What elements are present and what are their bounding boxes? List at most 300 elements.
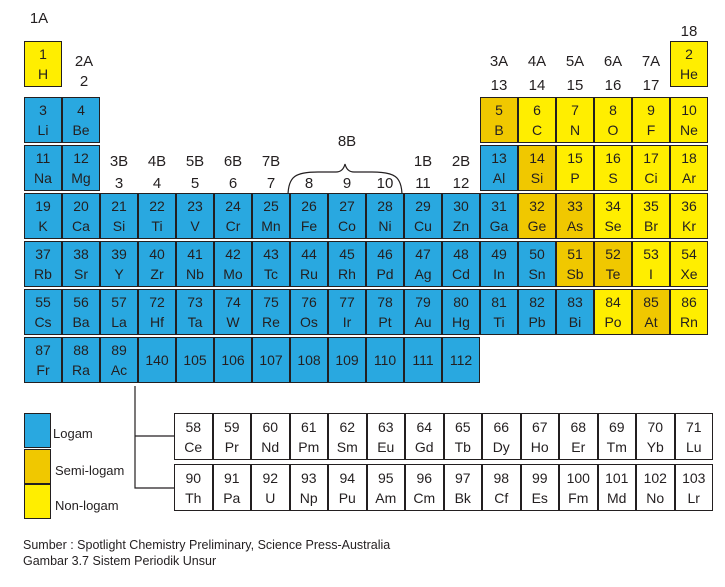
element-cell-35 xyxy=(632,193,670,239)
element-symbol: W xyxy=(226,314,240,330)
atomic-number: 47 xyxy=(415,246,431,262)
element-symbol: Ir xyxy=(342,314,352,330)
actinide-cell-97 xyxy=(444,464,483,511)
lanthanide-cell-66 xyxy=(482,413,521,460)
element-symbol: Br xyxy=(644,218,658,234)
element-symbol: S xyxy=(608,170,618,186)
element-cell-107 xyxy=(252,337,290,383)
group-label-g7-n: 7 xyxy=(266,175,276,192)
group-label-g15-a: 5A xyxy=(565,53,585,70)
element-cell-112 xyxy=(442,337,480,383)
element-symbol: I xyxy=(649,266,653,282)
atomic-number: 94 xyxy=(339,469,356,486)
element-symbol: Cf xyxy=(494,489,509,506)
element-symbol: Zn xyxy=(452,218,470,234)
lanthanide-cell-70 xyxy=(636,413,675,460)
lanthanide-cell-60 xyxy=(251,413,290,460)
atomic-number: 97 xyxy=(454,469,471,486)
atomic-number: 35 xyxy=(643,198,659,214)
lanthanide-cell-62 xyxy=(328,413,367,460)
element-symbol: Yb xyxy=(646,438,664,455)
legend-label-1: Logam xyxy=(53,426,93,441)
element-symbol: Cd xyxy=(452,266,470,282)
actinide-cell-96 xyxy=(405,464,444,511)
lanthanide-cell-61 xyxy=(290,413,329,460)
group-label-g15-n: 15 xyxy=(566,77,584,94)
element-symbol: Rb xyxy=(34,266,52,282)
atomic-number: 75 xyxy=(263,294,279,310)
atomic-number: 82 xyxy=(529,294,545,310)
element-symbol: Po xyxy=(604,314,622,330)
element-cell-28 xyxy=(366,193,404,239)
group-label-g4-a: 4B xyxy=(147,153,167,170)
element-cell-2 xyxy=(670,41,708,87)
group-label-g14-n: 14 xyxy=(528,77,546,94)
element-symbol: H xyxy=(37,66,49,82)
group-label-g8-n: 8 xyxy=(304,175,314,192)
atomic-number: 8 xyxy=(609,102,617,118)
element-cell-83 xyxy=(556,289,594,335)
element-cell-12 xyxy=(62,145,100,191)
lanthanide-cell-71 xyxy=(675,413,714,460)
atomic-number: 43 xyxy=(263,246,279,262)
atomic-number: 109 xyxy=(335,352,359,368)
element-symbol: No xyxy=(646,489,665,506)
element-cell-9 xyxy=(632,97,670,143)
atomic-number: 100 xyxy=(566,469,590,486)
element-symbol: Fe xyxy=(300,218,318,234)
element-cell-36 xyxy=(670,193,708,239)
atomic-number: 3 xyxy=(39,102,47,118)
atomic-number: 27 xyxy=(339,198,355,214)
element-symbol: Lu xyxy=(685,438,702,455)
element-symbol: Li xyxy=(37,122,49,138)
element-symbol: Dy xyxy=(492,438,510,455)
actinide-cell-95 xyxy=(367,464,406,511)
element-symbol: Na xyxy=(34,170,52,186)
element-symbol: Si xyxy=(112,218,126,234)
atomic-number: 84 xyxy=(605,294,621,310)
element-symbol: Hf xyxy=(150,314,164,330)
atomic-number: 87 xyxy=(35,342,51,358)
element-symbol: Y xyxy=(114,266,124,282)
atomic-number: 51 xyxy=(567,246,583,262)
atomic-number: 12 xyxy=(73,150,89,166)
element-symbol: Lr xyxy=(687,489,700,506)
element-symbol: Ni xyxy=(378,218,392,234)
element-symbol: Sb xyxy=(566,266,584,282)
element-symbol: Re xyxy=(262,314,280,330)
element-cell-52 xyxy=(594,241,632,287)
element-symbol: Ga xyxy=(489,218,509,234)
element-cell-37 xyxy=(24,241,62,287)
element-symbol: La xyxy=(111,314,127,330)
atomic-number: 55 xyxy=(35,294,51,310)
element-symbol: Kr xyxy=(682,218,696,234)
group-label-g12-a: 2B xyxy=(451,153,471,170)
group-label-g3-n: 3 xyxy=(114,175,124,192)
atomic-number: 86 xyxy=(681,294,697,310)
atomic-number: 31 xyxy=(491,198,507,214)
element-cell-78 xyxy=(366,289,404,335)
element-symbol: Nb xyxy=(186,266,204,282)
atomic-number: 32 xyxy=(529,198,545,214)
lanthanide-cell-59 xyxy=(213,413,252,460)
atomic-number: 20 xyxy=(73,198,89,214)
atomic-number: 11 xyxy=(35,150,51,166)
element-cell-3 xyxy=(24,97,62,143)
element-symbol: Ti xyxy=(151,218,163,234)
element-symbol: Ne xyxy=(680,122,698,138)
group-label-g4-n: 4 xyxy=(152,175,162,192)
element-symbol: Tb xyxy=(454,438,471,455)
element-symbol: C xyxy=(531,122,543,138)
element-cell-55 xyxy=(24,289,62,335)
atomic-number: 54 xyxy=(681,246,697,262)
atomic-number: 112 xyxy=(449,352,473,368)
element-cell-46 xyxy=(366,241,404,287)
lanthanide-cell-58 xyxy=(174,413,213,460)
element-cell-25 xyxy=(252,193,290,239)
element-symbol: Cm xyxy=(413,489,436,506)
element-cell-8 xyxy=(594,97,632,143)
atomic-number: 95 xyxy=(377,469,394,486)
element-cell-26 xyxy=(290,193,328,239)
group-label-g13-a: 3A xyxy=(489,53,509,70)
atomic-number: 48 xyxy=(453,246,469,262)
actinide-cell-93 xyxy=(290,464,329,511)
atomic-number: 70 xyxy=(647,418,664,435)
actinide-cell-103 xyxy=(675,464,714,511)
element-cell-48 xyxy=(442,241,480,287)
atomic-number: 5 xyxy=(495,102,503,118)
group-label-g17-a: 7A xyxy=(641,53,661,70)
element-cell-89 xyxy=(100,337,138,383)
atomic-number: 24 xyxy=(225,198,241,214)
element-symbol: Ac xyxy=(110,362,128,378)
atomic-number: 103 xyxy=(682,469,706,486)
atomic-number: 80 xyxy=(453,294,469,310)
atomic-number: 69 xyxy=(608,418,625,435)
atomic-number: 76 xyxy=(301,294,317,310)
element-cell-32 xyxy=(518,193,556,239)
atomic-number: 74 xyxy=(225,294,241,310)
legend-label-3: Non-logam xyxy=(55,498,119,513)
group-label-g16-a: 6A xyxy=(603,53,623,70)
atomic-number: 88 xyxy=(73,342,89,358)
atomic-number: 98 xyxy=(493,469,510,486)
group-label-g5-n: 5 xyxy=(190,175,200,192)
legend-swatch-2 xyxy=(24,449,51,484)
element-symbol: Sn xyxy=(528,266,546,282)
atomic-number: 107 xyxy=(259,352,283,368)
element-cell-51 xyxy=(556,241,594,287)
atomic-number: 39 xyxy=(111,246,127,262)
element-cell-53 xyxy=(632,241,670,287)
element-symbol: Pm xyxy=(298,438,320,455)
element-cell-15 xyxy=(556,145,594,191)
atomic-number: 19 xyxy=(35,198,51,214)
element-cell-44 xyxy=(290,241,328,287)
element-cell-77 xyxy=(328,289,366,335)
element-symbol: Nd xyxy=(261,438,280,455)
element-symbol: Cu xyxy=(414,218,432,234)
element-cell-140 xyxy=(138,337,176,383)
atomic-number: 40 xyxy=(149,246,165,262)
atomic-number: 77 xyxy=(339,294,355,310)
atomic-number: 4 xyxy=(77,102,85,118)
element-cell-50 xyxy=(518,241,556,287)
element-symbol: Cs xyxy=(34,314,52,330)
element-cell-30 xyxy=(442,193,480,239)
atomic-number: 29 xyxy=(415,198,431,214)
element-cell-23 xyxy=(176,193,214,239)
element-cell-106 xyxy=(214,337,252,383)
element-symbol: He xyxy=(680,66,698,82)
element-cell-27 xyxy=(328,193,366,239)
element-symbol: Pt xyxy=(378,314,392,330)
element-cell-45 xyxy=(328,241,366,287)
element-cell-22 xyxy=(138,193,176,239)
element-cell-11 xyxy=(24,145,62,191)
element-symbol: Ho xyxy=(530,438,549,455)
element-symbol: Co xyxy=(338,218,356,234)
element-symbol: Hg xyxy=(452,314,470,330)
atomic-number: 53 xyxy=(643,246,659,262)
element-symbol: Gd xyxy=(414,438,434,455)
element-cell-1 xyxy=(24,41,62,87)
actinide-cell-102 xyxy=(636,464,675,511)
element-cell-57 xyxy=(100,289,138,335)
element-symbol: Er xyxy=(571,438,586,455)
element-symbol: Xe xyxy=(680,266,698,282)
element-cell-72 xyxy=(138,289,176,335)
lanthanide-cell-65 xyxy=(444,413,483,460)
atomic-number: 78 xyxy=(377,294,393,310)
element-cell-16 xyxy=(594,145,632,191)
element-cell-81 xyxy=(480,289,518,335)
figure-caption: Gambar 3.7 Sistem Periodik Unsur xyxy=(23,554,217,568)
atomic-number: 60 xyxy=(262,418,279,435)
lanthanide-cell-67 xyxy=(521,413,560,460)
element-cell-17 xyxy=(632,145,670,191)
atomic-number: 36 xyxy=(681,198,697,214)
atomic-number: 61 xyxy=(300,418,317,435)
element-cell-20 xyxy=(62,193,100,239)
element-cell-74 xyxy=(214,289,252,335)
element-symbol: Ba xyxy=(72,314,90,330)
element-symbol: Ta xyxy=(187,314,203,330)
element-cell-105 xyxy=(176,337,214,383)
element-cell-42 xyxy=(214,241,252,287)
group-label-g6-n: 6 xyxy=(228,175,238,192)
element-symbol: Pr xyxy=(224,438,239,455)
atomic-number: 50 xyxy=(529,246,545,262)
atomic-number: 42 xyxy=(225,246,241,262)
element-symbol: K xyxy=(38,218,48,234)
element-symbol: Ra xyxy=(72,362,90,378)
element-symbol: P xyxy=(570,170,580,186)
group-label-g2-n: 2 xyxy=(79,73,89,90)
lanthanide-connector xyxy=(135,386,174,488)
group-label-g18-n: 18 xyxy=(680,23,698,40)
lanthanide-cell-68 xyxy=(559,413,598,460)
element-cell-79 xyxy=(404,289,442,335)
element-cell-84 xyxy=(594,289,632,335)
element-symbol: Pa xyxy=(223,489,241,506)
atomic-number: 17 xyxy=(643,150,659,166)
element-symbol: Bi xyxy=(568,314,582,330)
atomic-number: 85 xyxy=(643,294,659,310)
atomic-number: 64 xyxy=(416,418,433,435)
element-cell-33 xyxy=(556,193,594,239)
element-cell-82 xyxy=(518,289,556,335)
element-symbol: Fr xyxy=(36,362,50,378)
element-cell-19 xyxy=(24,193,62,239)
element-cell-87 xyxy=(24,337,62,383)
group-label-g11-n: 11 xyxy=(415,175,431,192)
element-symbol: Tm xyxy=(606,438,627,455)
atomic-number: 25 xyxy=(263,198,279,214)
element-symbol: Ca xyxy=(72,218,90,234)
lanthanide-cell-69 xyxy=(598,413,637,460)
element-symbol: Al xyxy=(492,170,506,186)
atomic-number: 21 xyxy=(111,198,127,214)
atomic-number: 1 xyxy=(39,46,47,62)
legend-swatch-3 xyxy=(24,484,51,519)
atomic-number: 105 xyxy=(183,352,207,368)
atomic-number: 79 xyxy=(415,294,431,310)
element-symbol: Md xyxy=(607,489,627,506)
element-cell-108 xyxy=(290,337,328,383)
element-cell-10 xyxy=(670,97,708,143)
group-label-g13-n: 13 xyxy=(490,77,508,94)
atomic-number: 59 xyxy=(223,418,240,435)
atomic-number: 62 xyxy=(339,418,356,435)
atomic-number: 38 xyxy=(73,246,89,262)
group-label-g16-n: 16 xyxy=(604,77,622,94)
element-cell-80 xyxy=(442,289,480,335)
element-symbol: Mn xyxy=(261,218,281,234)
element-cell-85 xyxy=(632,289,670,335)
atomic-number: 101 xyxy=(605,469,629,486)
group-label-g9-n: 9 xyxy=(342,175,352,192)
element-cell-21 xyxy=(100,193,138,239)
atomic-number: 26 xyxy=(301,198,317,214)
element-cell-39 xyxy=(100,241,138,287)
atomic-number: 6 xyxy=(533,102,541,118)
element-cell-86 xyxy=(670,289,708,335)
atomic-number: 28 xyxy=(377,198,393,214)
atomic-number: 67 xyxy=(531,418,548,435)
atomic-number: 106 xyxy=(221,352,245,368)
element-symbol: Fm xyxy=(568,489,589,506)
element-symbol: Zr xyxy=(150,266,164,282)
element-cell-13 xyxy=(480,145,518,191)
atomic-number: 90 xyxy=(185,469,202,486)
atomic-number: 30 xyxy=(453,198,469,214)
element-symbol: Bk xyxy=(454,489,471,506)
element-symbol: Os xyxy=(300,314,318,330)
group-label-g10-n: 10 xyxy=(376,175,394,192)
element-cell-111 xyxy=(404,337,442,383)
element-symbol: Pb xyxy=(528,314,546,330)
element-symbol: Ge xyxy=(527,218,547,234)
element-symbol: In xyxy=(493,266,505,282)
element-symbol: At xyxy=(644,314,658,330)
element-cell-18 xyxy=(670,145,708,191)
group-label-g1-a: 1A xyxy=(29,10,49,27)
atomic-number: 46 xyxy=(377,246,393,262)
atomic-number: 66 xyxy=(493,418,510,435)
atomic-number: 34 xyxy=(605,198,621,214)
element-symbol: Am xyxy=(375,489,397,506)
element-cell-31 xyxy=(480,193,518,239)
group-label-g17-n: 17 xyxy=(642,77,660,94)
group-label-g3-a: 3B xyxy=(109,153,129,170)
actinide-cell-99 xyxy=(521,464,560,511)
atomic-number: 37 xyxy=(35,246,51,262)
element-cell-75 xyxy=(252,289,290,335)
element-symbol: Pu xyxy=(338,489,356,506)
actinide-cell-90 xyxy=(174,464,213,511)
element-symbol: Ce xyxy=(184,438,203,455)
atomic-number: 108 xyxy=(297,352,321,368)
group-label-g2-a: 2A xyxy=(74,53,94,70)
element-cell-109 xyxy=(328,337,366,383)
atomic-number: 49 xyxy=(491,246,507,262)
group-label-g6-a: 6B xyxy=(223,153,243,170)
element-cell-24 xyxy=(214,193,252,239)
legend-label-2: Semi-logam xyxy=(55,463,125,478)
element-cell-54 xyxy=(670,241,708,287)
element-symbol: Tc xyxy=(264,266,278,282)
element-symbol: Au xyxy=(414,314,432,330)
element-symbol: Sm xyxy=(336,438,358,455)
atomic-number: 140 xyxy=(145,352,169,368)
lanthanide-cell-64 xyxy=(405,413,444,460)
element-symbol: Si xyxy=(530,170,544,186)
atomic-number: 72 xyxy=(149,294,165,310)
element-symbol: U xyxy=(265,489,276,506)
element-cell-38 xyxy=(62,241,100,287)
group-label-g8b-a: 8B xyxy=(337,133,357,150)
atomic-number: 14 xyxy=(529,150,545,166)
element-cell-73 xyxy=(176,289,214,335)
element-cell-6 xyxy=(518,97,556,143)
group-label-g14-a: 4A xyxy=(527,53,547,70)
element-symbol: Se xyxy=(604,218,622,234)
element-symbol: Rh xyxy=(338,266,356,282)
element-cell-56 xyxy=(62,289,100,335)
actinide-cell-94 xyxy=(328,464,367,511)
element-symbol: N xyxy=(569,122,581,138)
element-symbol: Mo xyxy=(223,266,243,282)
group-label-g5-a: 5B xyxy=(185,153,205,170)
element-symbol: Be xyxy=(72,122,90,138)
element-cell-40 xyxy=(138,241,176,287)
element-cell-14 xyxy=(518,145,556,191)
atomic-number: 63 xyxy=(377,418,394,435)
element-symbol: Eu xyxy=(377,438,395,455)
element-symbol: Rn xyxy=(680,314,698,330)
atomic-number: 65 xyxy=(454,418,471,435)
atomic-number: 92 xyxy=(262,469,279,486)
group-label-g7-a: 7B xyxy=(261,153,281,170)
atomic-number: 18 xyxy=(681,150,697,166)
atomic-number: 99 xyxy=(531,469,548,486)
atomic-number: 83 xyxy=(567,294,583,310)
